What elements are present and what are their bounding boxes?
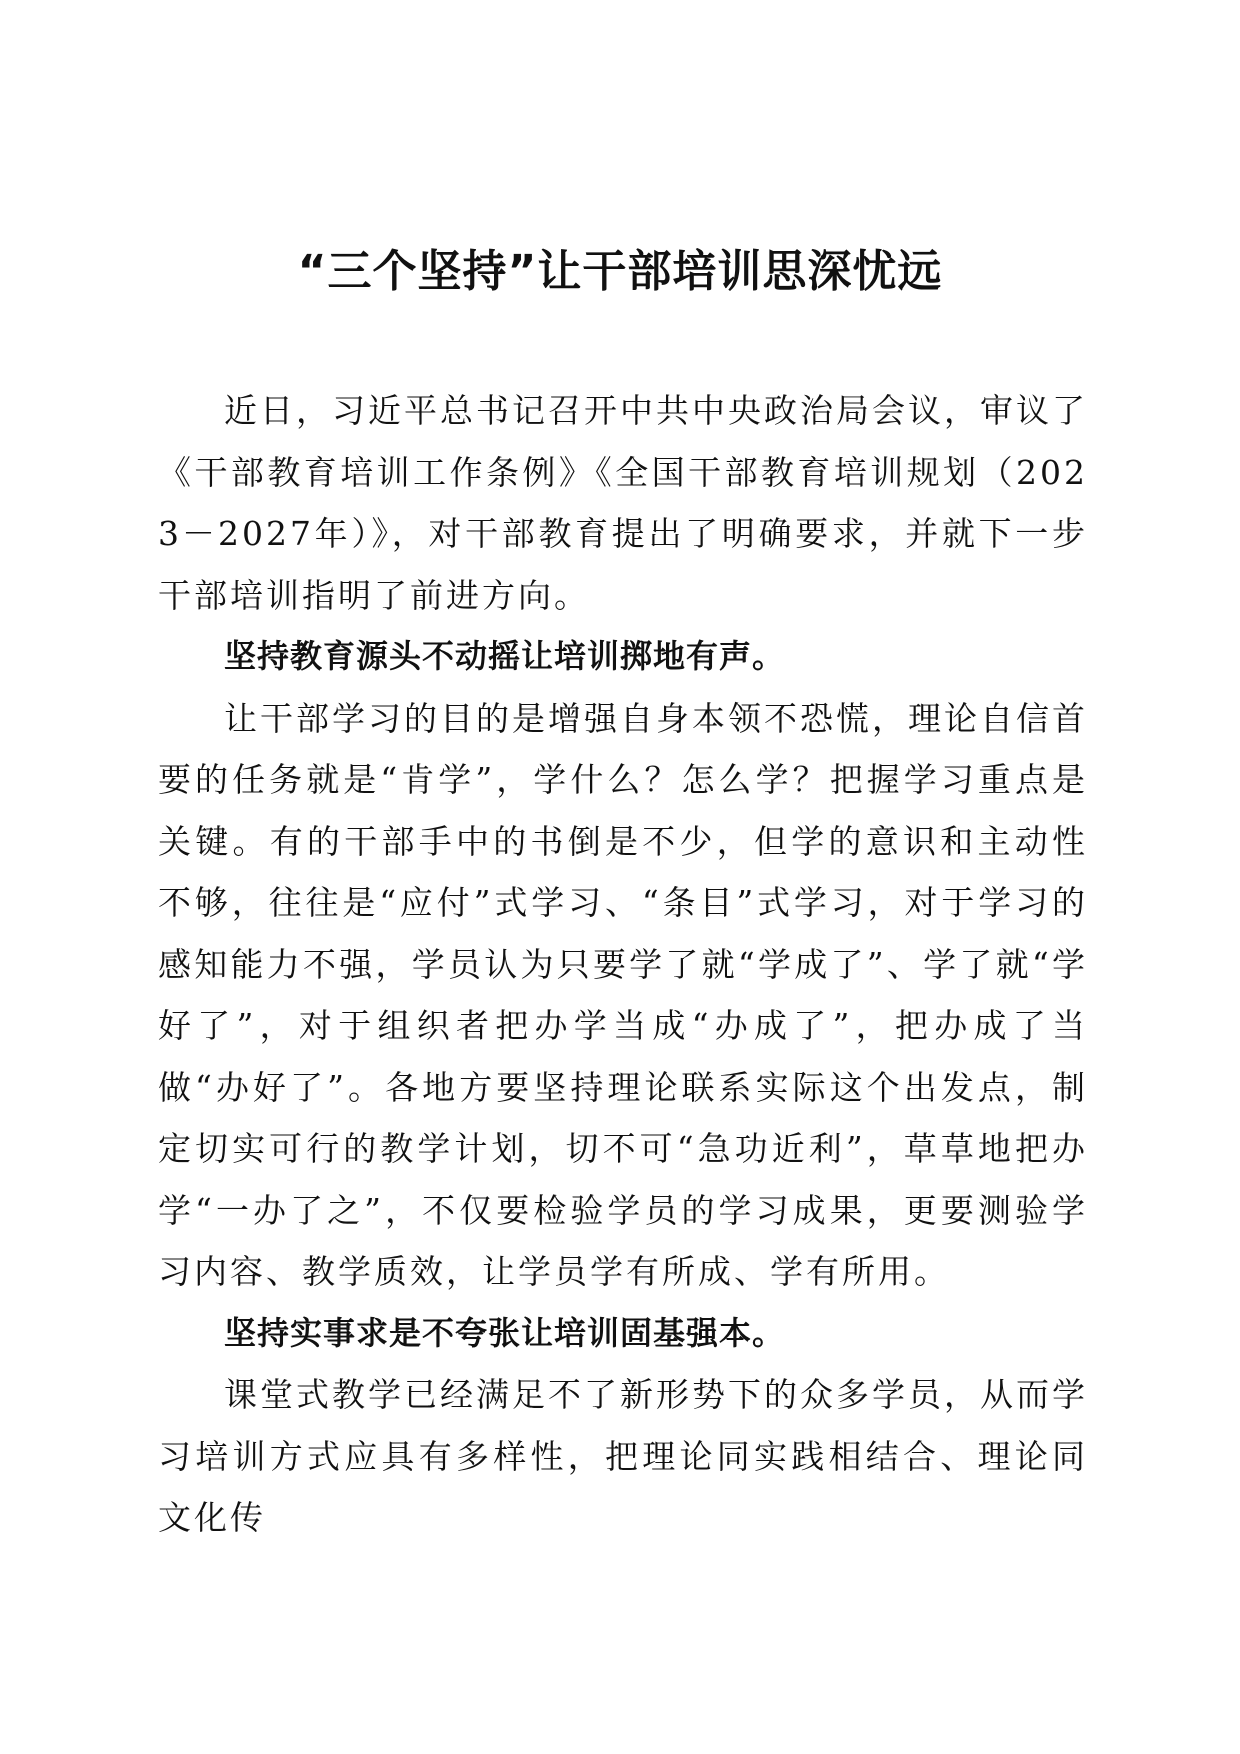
section-heading-2: 坚持实事求是不夸张让培训固基强本。 bbox=[224, 1313, 786, 1352]
section-1-paragraph: 让干部学习的目的是增强自身本领不恐慌，理论自信首要的任务就是“肯学”，学什么？怎么学？把握学习重点是关键。有的干部手中的书倒是不少，但学的意识和主动性不够，往往是“应付”式学习、“条目”式学习，对于学习的感知能力不强，学员认为只要学了就“学成了”、学了就“学好了”，对于组织者把办学当成“办成了”，把办成了当做“办好了”。各地方要坚持理论联系实际这个出发点，制定切实可行的教学计划，切不可“急功近利”，草草地把办学“一办了之”，不仅要检验学员的学习成果，更要测验学习内容、教学质效，让学员学有所成、学有所用。 bbox=[158, 698, 1088, 1291]
document-title: “三个坚持”让干部培训思深忧远 bbox=[297, 246, 943, 297]
section-2-paragraph: 课堂式教学已经满足不了新形势下的众多学员，从而学习培训方式应具有多样性，把理论同实践相结合、理论同文化传 bbox=[158, 1375, 1088, 1537]
document-body bbox=[158, 380, 1088, 1549]
section-heading-1: 坚持教育源头不动摇让培训掷地有声。 bbox=[224, 637, 786, 675]
intro-paragraph: 近日，习近平总书记召开中共中央政治局会议，审议了《干部教育培训工作条例》《全国干部教育培训规划（2023－2027年）》，对干部教育提出了明确要求，并就下一步干部培训指明了前进方向。 bbox=[158, 391, 1088, 615]
